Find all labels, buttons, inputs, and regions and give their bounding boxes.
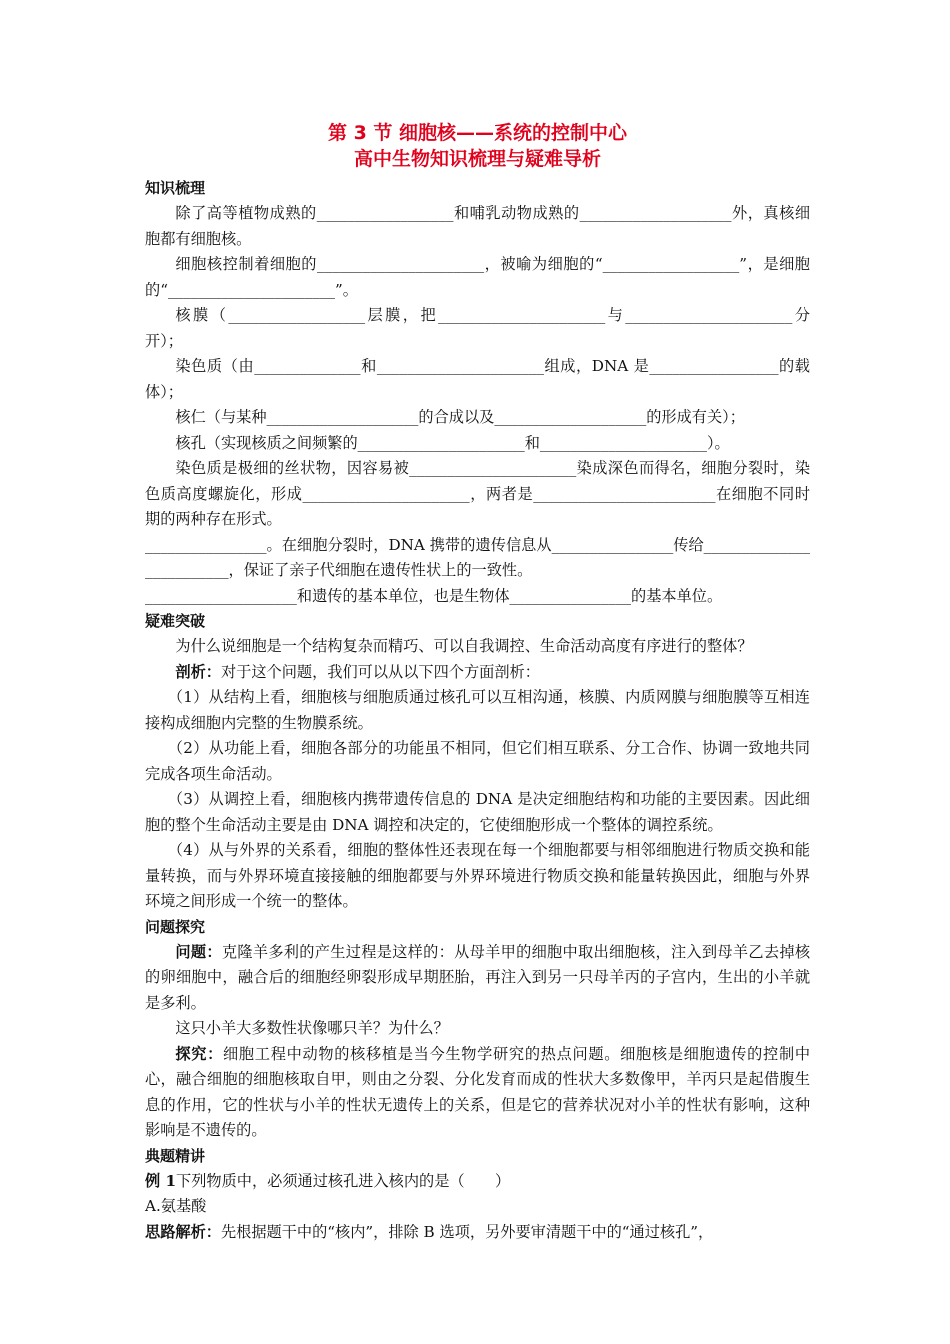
inquiry-answer <box>145 1042 810 1144</box>
section-heading-inquiry: 问题探究 <box>145 917 206 936</box>
knowledge-paragraph: 染色质是极细的丝状物，因容易被______________________染成深色而得名，细胞分裂时，染色质高度螺旋化，形成______________________，两者是________________________在细胞不同时期的两种存在形式。 <box>145 459 810 528</box>
question-label: 问题： <box>175 942 222 961</box>
knowledge-paragraph: 染色质（由______________和______________________组成，DNA 是_________________的载体）； <box>145 357 810 401</box>
knowledge-continuation: ________________。在细胞分裂时，DNA 携带的遗传信息从________________传给_________________________，保证了亲子代细胞在遗传性状上的一致性。 <box>145 535 810 579</box>
inquiry-question <box>145 940 810 1017</box>
solution-label: 思路解析： <box>145 1222 221 1241</box>
inquiry-sub-question: 这只小羊大多数性状像哪只羊？为什么？ <box>175 1019 449 1037</box>
analysis-point: （3）从调控上看，细胞核内携带遗传信息的 DNA 是决定细胞结构和功能的主要因素。因此细胞的整个生命活动主要是由 DNA 调控和决定的，它使细胞形成一个整体的调控系统。 <box>145 790 810 834</box>
example-label: 例 1 <box>145 1171 177 1190</box>
example-option-a: A.氨基酸 <box>145 1197 207 1215</box>
knowledge-paragraph: 核膜（__________________层膜，把______________________与______________________分开）； <box>145 306 810 350</box>
example-question <box>145 1169 810 1195</box>
difficulty-question: 为什么说细胞是一个结构复杂而精巧、可以自我调控、生命活动高度有序进行的整体？ <box>175 637 753 655</box>
solution-text: 先根据题干中的“核内”，排除 B 选项，另外要审清题干中的“通过核孔”， <box>220 1222 714 1241</box>
question-text: 克隆羊多利的产生过程是这样的：从母羊甲的细胞中取出细胞核，注入到母羊乙去掉核的卵细胞中，融合后的细胞经卵裂形成早期胚胎，再注入到另一只母羊丙的子宫内，生出的小羊就是多利。 <box>145 942 811 1012</box>
knowledge-continuation: ____________________和遗传的基本单位，也是生物体________________的基本单位。 <box>145 586 723 605</box>
answer-label: 探究： <box>175 1044 224 1063</box>
knowledge-paragraph: 除了高等植物成熟的__________________和哺乳动物成熟的____________________外，真核细胞都有细胞核。 <box>145 204 810 248</box>
analysis-point: （1）从结构上看，细胞核与细胞质通过核孔可以互相沟通，核膜、内质网膜与细胞膜等互相连接构成细胞内完整的生物膜系统。 <box>145 688 810 732</box>
analysis-point: （4）从与外界的关系看，细胞的整体性还表现在每一个细胞都要与相邻细胞进行物质交换和能量转换，而与外界环境直接接触的细胞都要与外界环境进行物质交换和能量转换因此，细胞与外界环境之间形成一个统一的整体。 <box>145 841 810 910</box>
knowledge-paragraph: 核仁（与某种____________________的合成以及____________________的形成有关）； <box>175 408 745 426</box>
example-solution <box>145 1220 810 1246</box>
knowledge-paragraph: 细胞核控制着细胞的______________________，被喻为细胞的“__________________”，是细胞的“______________________”。 <box>145 255 810 299</box>
knowledge-paragraph: 核孔（实现核质之间频繁的______________________和______________________）。 <box>175 433 730 452</box>
section-heading-example: 典题精讲 <box>145 1146 206 1165</box>
document-subtitle: 高中生物知识梳理与疑难导析 <box>353 148 601 170</box>
analysis-point: （2）从功能上看，细胞各部分的功能虽不相同，但它们相互联系、分工合作、协调一致地共同完成各项生命活动。 <box>145 739 810 783</box>
example-question-text: 下列物质中，必须通过核孔进入核内的是（ ） <box>176 1171 511 1190</box>
answer-text: 细胞工程中动物的核移植是当今生物学研究的热点问题。细胞核是细胞遗传的控制中心，融合细胞的细胞核取自甲，则由之分裂、分化发育而成的性状大多数像甲，羊丙只是起借腹生息的作用，它的性状与小羊的性状无遗传上的关系，但是它的营养状况对小羊的性状有影响，这种影响是不遗传的。 <box>145 1044 811 1139</box>
section-heading-knowledge: 知识梳理 <box>145 179 206 197</box>
section-heading-difficulty: 疑难突破 <box>145 612 206 630</box>
title-block <box>145 120 810 172</box>
document-title: 第 3 节 细胞核——系统的控制中心 <box>327 122 628 144</box>
analysis-text: 对于这个问题，我们可以从以下四个方面剖析： <box>220 662 540 681</box>
analysis-paragraph <box>145 660 810 686</box>
document-page <box>145 120 810 1245</box>
analysis-label: 剖析： <box>175 662 221 681</box>
